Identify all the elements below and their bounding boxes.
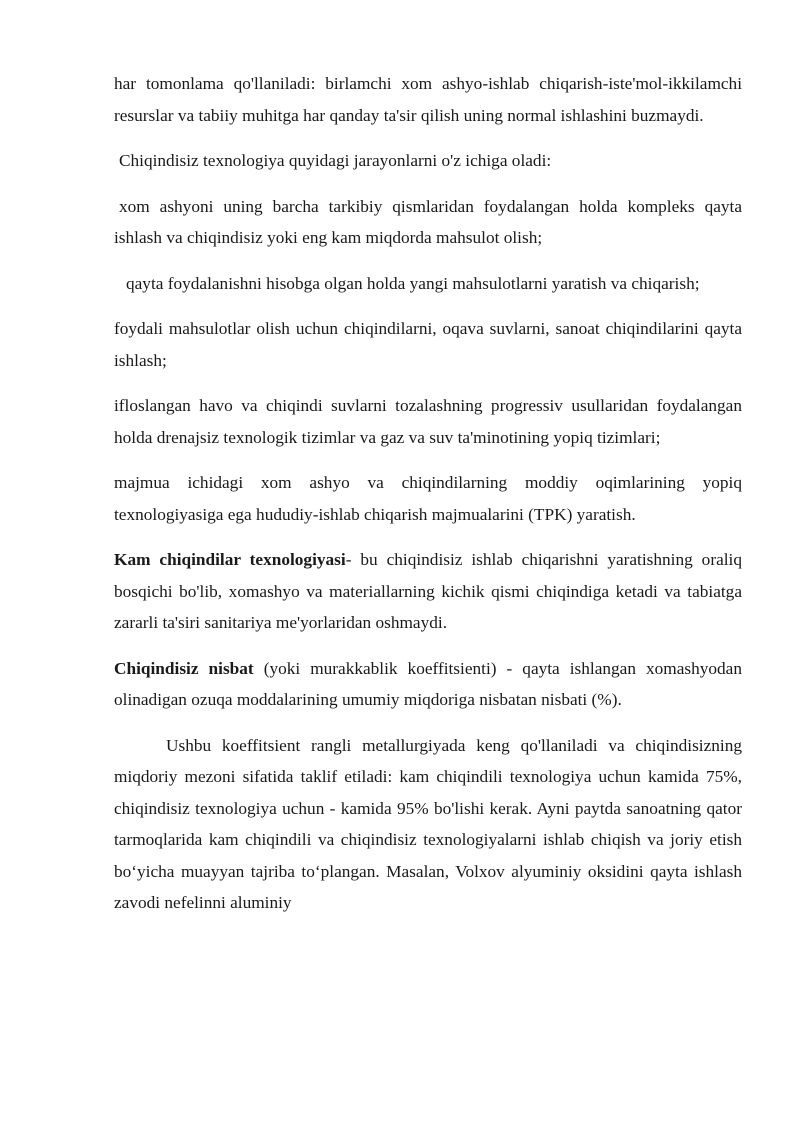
paragraph-coefficient-usage: Ushbu koeffitsient rangli metallurgiyada keng qo'llaniladi va chiqindisizning miqdoriy mezoni sifatida taklif etiladi: kam chiqindili texnologiya uchun kamida 75%, chiqindisiz texnologiya uchun - kamida 95% bo'lishi kerak. Ayni paytda sanoatning qator tarmoqlarida kam chiqindili va chiqindisiz texnologiyalarni ishlab chiqish va joriy etish bo‘yicha muayyan tajriba to‘plangan. Masalan, Volxov alyuminiy oksidini qayta ishlash zavodi nefelinni aluminiy — [114, 735, 742, 912]
paragraph-list-item-3: foydali mahsulotlar olish uchun chiqindilarni, oqava suvlarni, sanoat chiqindilarini qayta ishlash; — [114, 319, 742, 370]
paragraph-low-waste-definition — [114, 544, 742, 639]
paragraph-intro: har tomonlama qo'llaniladi: birlamchi xom ashyo-ishlab chiqarish-iste'mol-ikkilamchi resurslar va tabiiy muhitga har qanday ta'sir qilish uning normal ishlashini buzmaydi. — [114, 74, 742, 125]
term-waste-free-ratio: Chiqindisiz nisbat — [114, 658, 254, 678]
paragraph-list-item-2: qayta foydalanishni hisobga olgan holda yangi mahsulotlarni yaratish va chiqarish; — [126, 273, 700, 293]
paragraph-list-item-4: ifloslangan havo va chiqindi suvlarni tozalashning progressiv usullaridan foydalangan holda drenajsiz texnologik tizimlar va gaz va suv ta'minotining yopiq tizimlari; — [114, 396, 742, 447]
definition-waste-free-ratio: (yoki murakkablik koeffitsienti) - qayta ishlangan xomashyodan olinadigan ozuqa moddalarining umumiy miqdoriga nisbatan nisbati (%). — [114, 658, 742, 709]
document-page — [114, 68, 742, 919]
paragraph-waste-ratio-definition — [114, 653, 742, 716]
definition-low-waste-technology: - bu chiqindisiz ishlab chiqarishni yaratishning oraliq bosqichi bo'lib, xomashyo va materiallarning kichik qismi chiqindiga ketadi va tabiatga zararli ta'siri sanitariya me'yorlaridan oshmaydi. — [114, 550, 742, 632]
term-low-waste-technology: Kam chiqindilar texnologiyasi — [114, 550, 346, 569]
paragraph-list-item-1: xom ashyoni uning barcha tarkibiy qismlaridan foydalangan holda kompleks qayta ishlash va chiqindisiz yoki eng kam miqdorda mahsulot olish; — [114, 196, 742, 247]
paragraph-list-heading: Chiqindisiz texnologiya quyidagi jarayonlarni o'z ichiga oladi: — [119, 151, 552, 170]
paragraph-list-item-5: majmua ichidagi xom ashyo va chiqindilarning moddiy oqimlarining yopiq texnologiyasiga ega hududiy-ishlab chiqarish majmualarini (TPK) yaratish. — [114, 473, 742, 524]
